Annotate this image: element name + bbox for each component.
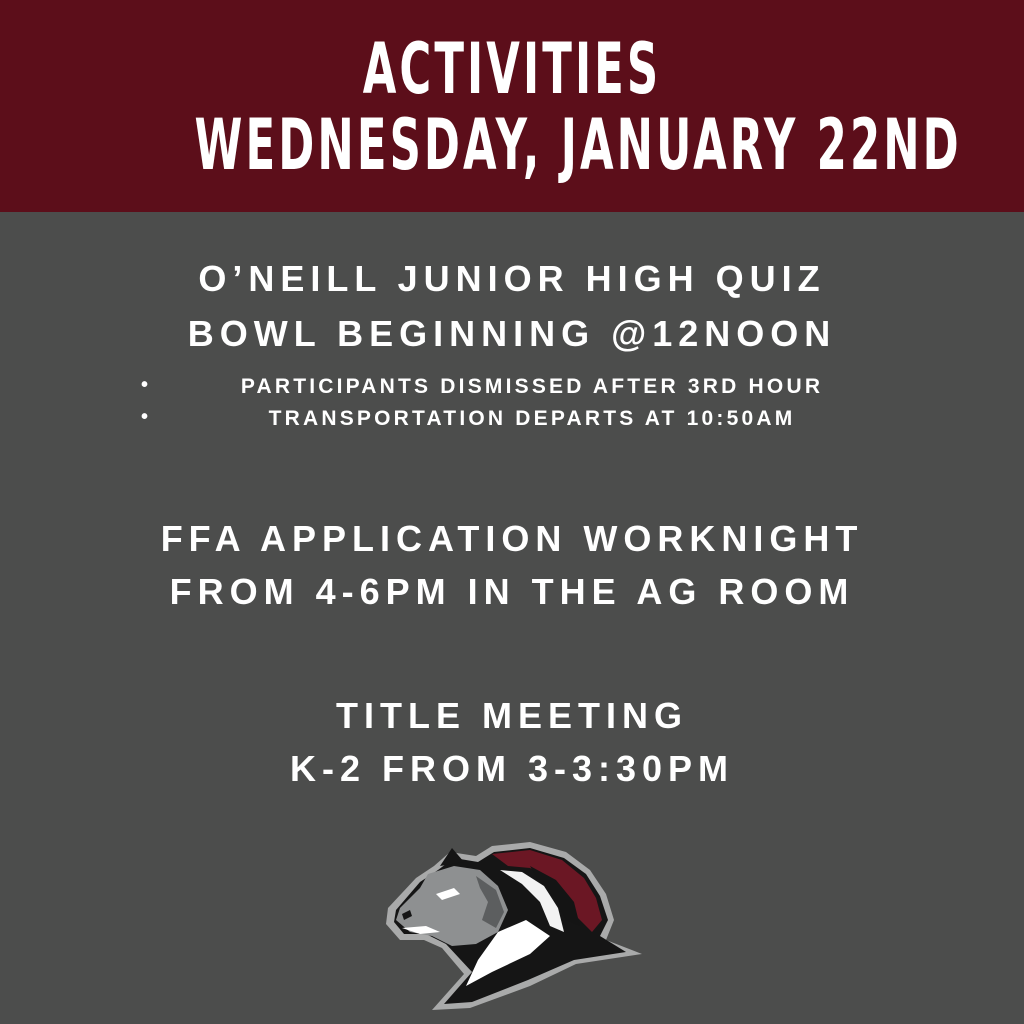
event-3-title-line-1: TITLE MEETING (336, 695, 688, 736)
header-banner (0, 0, 1024, 212)
event-1-bullet-1: PARTICIPANTS DISMISSED AFTER 3RD HOUR (240, 375, 824, 398)
event-1-bullet-2: TRANSPORTATION DEPARTS AT 10:50AM (268, 407, 796, 430)
event-1-title-line-2: BOWL BEGINNING @12NOON (187, 313, 837, 354)
event-2-title-line-1: FFA APPLICATION WORKNIGHT (160, 518, 864, 559)
header-date: WEDNESDAY, JANUARY 22ND (194, 104, 962, 186)
event-3-title-line-2: K-2 FROM 3-3:30PM (289, 748, 735, 789)
bullet-icon: • (141, 374, 149, 396)
bullet-icon: • (141, 406, 149, 428)
mustang-head-icon (380, 836, 644, 1012)
event-2-title-line-2: FROM 4-6PM IN THE AG ROOM (169, 571, 855, 612)
header-title: ACTIVITIES (362, 28, 662, 110)
event-1-title-line-1: O’NEILL JUNIOR HIGH QUIZ (198, 258, 826, 299)
